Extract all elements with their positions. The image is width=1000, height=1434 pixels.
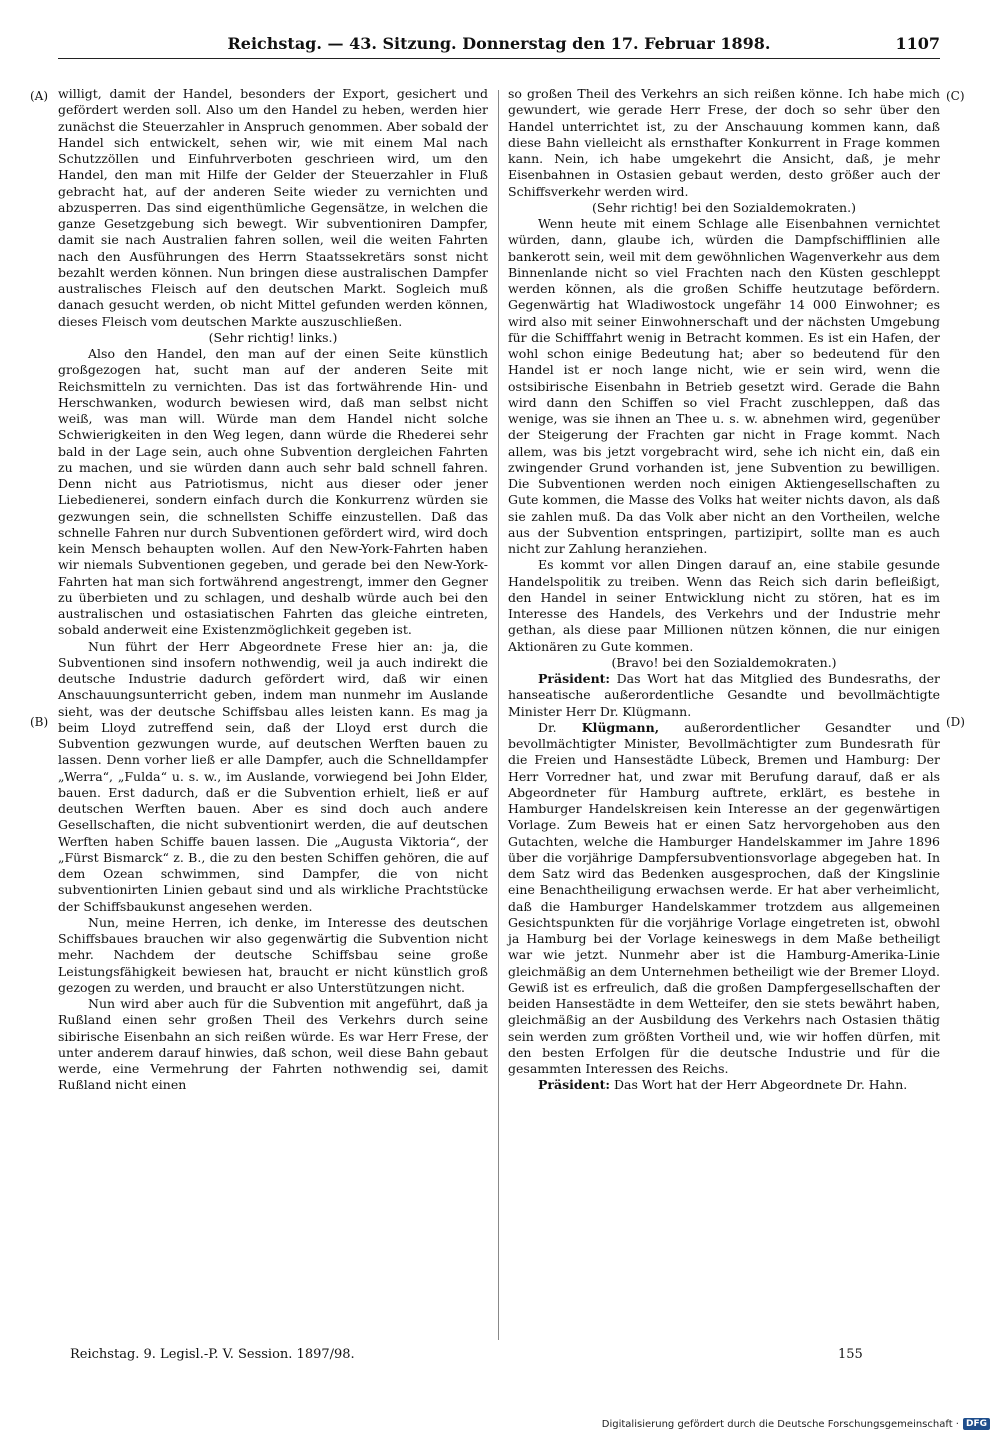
paragraph: Nun wird aber auch für die Subvention mit angeführt, daß ja Rußland einen sehr großen Theil des Verkehrs durch seine sibirische Eisenbahn an sich reißen würde. Es war Herr Frese, der unter anderem darauf hinwies, daß schon, weil diese Bahn gebaut werde, eine Vermehrung der Fahrten nothwendig sei, damit Rußland nicht einen: [58, 996, 488, 1093]
page-header: [58, 34, 940, 59]
interjection: (Sehr richtig! links.): [208, 329, 338, 345]
paragraph: Es kommt vor allen Dingen darauf an, eine stabile gesunde Handelspolitik zu treiben. Wenn das Reich sich darin befleißigt, den Handel in seiner Entwicklung nicht zu stören, hat es im Interesse des Handels, des Verkehrs und der Industrie mehr gethan, als diese paar Millionen nützen können, die nur einigen Aktionären zu Gute kommen.: [508, 557, 940, 654]
dfg-credit-text: Digitalisierung gefördert durch die Deutsche Forschungsgemeinschaft ·: [601, 1418, 959, 1430]
speaker-name: Präsident:: [538, 1077, 611, 1093]
column-divider: [498, 90, 499, 1340]
interjection: (Bravo! bei den Sozialdemokraten.): [611, 654, 837, 670]
footer-session-info: Reichstag. 9. Legisl.-P. V. Session. 1897/98.: [70, 1347, 355, 1362]
page-number: 1107: [895, 34, 940, 53]
running-title: Reichstag. — 43. Sitzung. Donnerstag den 17. Februar 1898.: [227, 34, 771, 53]
margin-marker-a: (A): [30, 89, 49, 103]
paragraph: willigt, damit der Handel, besonders der Export, gesichert und gefördert werden soll. Also um den Handel zu heben, werden hier zunächst die Steuerzahler in Anspruch genommen. Aber sobald der Handel sich entwickelt, sehen wir, wie mit einem Mal nach Schutzzöllen und Einfuhrverboten geschrieen wird, um den Handel, den man mit Hilfe der Gelder der Steuerzahler in Fluß gebracht hat, auf der anderen Seite wieder zu vernichten und abzusperren. Das sind eigenthümliche Gegensätze, in welchen die ganze Gesetzgebung sich bewegt. Wir subventioniren Dampfer, damit sie nach Australien fahren sollen, weil die weiten Fahrten nach den Ausführungen des Herrn Staatssekretärs sonst nicht bezahlt werden können. Nun bringen diese australischen Dampfer australisches Fleisch auf den deutschen Markt. Sogleich muß danach gesucht werden, ob nicht Mittel gefunden werden können, dieses Fleisch vom deutschen Markte auszuschließen.: [58, 86, 488, 329]
margin-marker-c: (C): [946, 89, 965, 103]
paragraph: Nun, meine Herren, ich denke, im Interesse des deutschen Schiffsbaues brauchen wir also gegenwärtig die Subvention nicht mehr. Nachdem der deutsche Schiffsbau seine große Leistungsfähigkeit bewiesen hat, braucht er nicht künstlich groß gezogen zu werden, und braucht er also Unterstützungen nicht.: [58, 914, 488, 995]
left-column: [58, 86, 488, 1348]
paragraph: Nun führt der Herr Abgeordnete Frese hier an: ja, die Subventionen sind insofern nothwendig, weil ja auch indirekt die deutsche Industrie dadurch gefördert wird, daß wir einen Anschauungsunterricht geben, indem man nunmehr im Auslande sieht, was der deutsche Schiffsbau alles leisten kann. Es mag ja beim Lloyd zutreffend sein, daß der Lloyd erst durch die Subvention gezwungen wurde, auf deutschen Werften bauen zu lassen. Denn vorher ließ er alle Dampfer, auch die Schnelldampfer „Werra“, „Fulda“ u. s. w., im Auslande, vorwiegend bei John Elder, bauen. Erst dadurch, daß er die Subvention erhielt, ließ er auf deutschen Werften bauen. Aber es sind doch auch andere Gesellschaften, die nicht subventionirt werden, die auf deutschen Werften haben Schiffe bauen lassen. Die „Augusta Viktoria“, der „Fürst Bismarck“ z. B., die zu den besten Schiffen gehören, die auf dem Ozean schwimmen, sind Dampfer, die von nicht subventionirten Linien gebaut sind und als wirkliche Prachtstücke der Schiffsbaukunst angesehen werden.: [58, 638, 488, 914]
paragraph: Wenn heute mit einem Schlage alle Eisenbahnen vernichtet würden, dann, glaube ich, würden die Dampfschifflinien alle bankerott sein, weil mit dem gewöhnlichen Wagenverkehr aus dem Binnenlande nicht so viel Frachten nach den Küsten geschleppt werden können, als die großen Schiffe heutzutage befördern. Gegenwärtig hat Wladiwostock ungefähr 14 000 Einwohner; es wird also mit seiner Einwohnerschaft und der nächsten Umgebung für die Schifffahrt wenig in Betracht kommen. Es ist ein Hafen, der wohl schon einige Bedeutung hat; aber so bedeutend für den Handel ist er noch lange nicht, wie er sein wird, wenn die ostsibirische Eisenbahn in Betrieb gesetzt wird. Gerade die Bahn wird dann den Schiffen so viel Fracht zuschleppen, daß das wenige, was sie ihnen an Thee u. s. w. abnehmen wird, gegenüber der Steigerung der Frachten gar nicht in Frage kommt. Nach allem, was bis jetzt vorgebracht wird, sehe ich nicht ein, daß ein zwingender Grund vorhanden ist, jene Subvention zu bewilligen. Die Subventionen werden noch einigen Aktiengesellschaften zu Gute kommen, die Masse des Volks hat weiter nichts davon, als daß sie zahlen muß. Da das Volk aber nicht an den Vortheilen, welche aus der Subvention entspringen, partizipirt, sollte man es auch nicht zur Zahlung heranziehen.: [508, 216, 940, 556]
dfg-credit: [602, 1418, 990, 1430]
speech-text: außerordentlicher Gesandter und bevollmächtigter Minister, Bevollmächtigter zum Bundesrath für die Freien und Hansestädte Lübeck, Bremen und Hamburg: Der Herr Vorredner hat, und zwar mit Berufung darauf, daß er als Abgeordneter für Hamburg auftrete, erklärt, es bestehe in Hamburger Handelskreisen kein Interesse an der gegenwärtigen Vorlage. Zum Beweis hat er einen Satz hervorgehoben aus den Gutachten, welche die Hamburger Handelskammer im Jahre 1896 über die vorjährige Dampfersubventionsvorlage abgegeben hat. In dem Satz wird das Bedenken ausgesprochen, daß der Kingslinie eine Benachtheiligung erwachsen werde. Er hat aber verheimlicht, daß die Hamburger Handelskammer trotzdem aus allgemeinen Gesichtspunkten für die vorjährige Vorlage eingetreten ist, obwohl ja Hamburg bei der Vorlage keineswegs in dem Maße betheiligt war wie jetzt. Nunmehr aber ist die Hamburg-Amerika-Linie gleichmäßig an dem Unternehmen betheiligt wie der Bremer Lloyd. Gewiß ist es erfreulich, daß die großen Dampfergesellschaften der beiden Hansestädte in dem Wetteifer, den sie stets bewährt haben, gleichmäßig an der Ausbildung des Verkehrs nach Ostasien thätig sein werden zum größten Vortheil und, wie wir hoffen dürfen, mit den besten Erfolgen für die deutsche Industrie und für die gesammten Interessen des Reichs.: [508, 719, 941, 1076]
right-column: [508, 86, 940, 1348]
paragraph: Also den Handel, den man auf der einen Seite künstlich großgezogen hat, sucht man auf der anderen Seite mit Reichsmitteln zu vernichten. Das ist das fortwährende Hin- und Herschwanken, wodurch bewiesen wird, daß man selbst nicht weiß, was man will. Würde man dem Handel nicht solche Schwierigkeiten in den Weg legen, dann würde die Rhederei sehr bald in der Lage sein, auch ohne Subvention dergleichen Fahrten zu machen, und sie würden dann auch sehr bald schnell fahren. Denn nicht aus Patriotismus, nicht aus dieser oder jener Liebedienerei, sondern einfach durch die Konkurrenz würden sie gezwungen sein, die schnellsten Schiffe einzustellen. Daß das schnelle Fahren nur durch Subventionen gefördert wird, wird doch kein Mensch behaupten wollen. Auf den New-York-Fahrten haben wir niemals Subventionen gegeben, und gerade bei den New-York-Fahrten hat man sich fortwährend angestrengt, immer den Gegner zu überbieten und zu schlagen, und deshalb würde auch bei den australischen und ostasiatischen Fahrten das gleiche eintreten, sobald anderweit eine Existenzmöglichkeit gegeben ist.: [58, 346, 488, 638]
speech-text: Das Wort hat der Herr Abgeordnete Dr. Hahn.: [610, 1077, 908, 1093]
margin-marker-d: (D): [946, 715, 965, 729]
margin-marker-b: (B): [30, 715, 49, 729]
speaker-title: Dr.: [538, 719, 582, 735]
speech-paragraph: [508, 1077, 940, 1093]
speech-text: Das Wort hat das Mitglied des Bundesraths, der hanseatische außerordentliche Gesandte und bevollmächtigte Minister Herr Dr. Klügmann.: [508, 671, 940, 719]
footer-sheet-number: 155: [838, 1347, 863, 1362]
interjection: (Sehr richtig! bei den Sozialdemokraten.): [592, 199, 856, 215]
speaker-name: Klügmann,: [581, 719, 660, 735]
dfg-logo: DFG: [963, 1418, 990, 1430]
speech-paragraph: [508, 720, 940, 1078]
paragraph: so großen Theil des Verkehrs an sich reißen könne. Ich habe mich gewundert, wie gerade Herr Frese, der doch so sehr über den Handel unterrichtet ist, zu der Anschauung kommen kann, daß diese Bahn vielleicht als ernsthafter Konkurrent in Frage kommen kann. Nein, ich habe umgekehrt die Ansicht, daß, je mehr Eisenbahnen in Ostasien gebaut werden, desto größer auch der Schiffsverkehr werden wird.: [508, 86, 940, 199]
speech-paragraph: [508, 671, 940, 720]
speaker-name: Präsident:: [538, 671, 611, 686]
